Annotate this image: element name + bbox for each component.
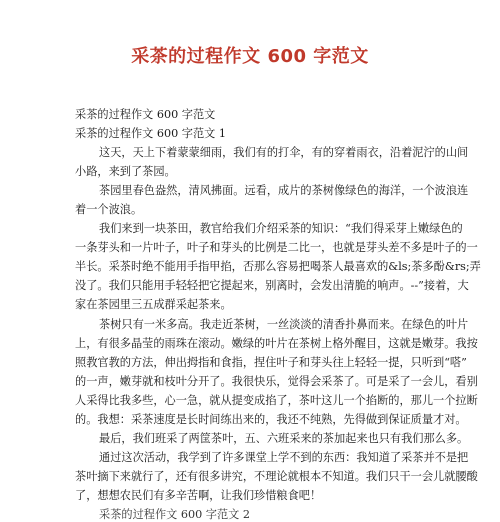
paragraph-line: 没了。我们只能用手轻轻把它提起来，别离时，会发出清脆的响声。--”接着，大 (75, 279, 469, 292)
paragraph-line: 了，想想农民们有多辛苦啊，让我们珍惜粮食吧！ (75, 489, 322, 502)
header-line: 采茶的过程作文 600 字范文 1 (75, 127, 227, 140)
paragraph-line: 人采得比我多些，心一急，就从提变成掐了，茶叶这儿一个掐断的，那儿一个拉断 (75, 394, 478, 407)
paragraph-line: 一条芽头和一片叶子，叶子和芽头的比例是二比一，也就是芽头差不多是叶子的一 (75, 241, 478, 254)
page-title: 采茶的过程作文 600 字范文 (131, 46, 369, 67)
paragraph-line: 的。我想：采茶速度是长时间练出来的，我还不纯熟，先得做到保证质量才对。 (75, 413, 467, 426)
paragraph-line: 茶叶摘下来就行了，还有很多讲究，不理论就根本不知道。我们只干一会儿就腰酸 (75, 470, 478, 483)
paragraph-line: 的一声，嫩芽就和枝叶分开了。我很快乐，觉得会采茶了。可是采了一会儿，看别 (75, 375, 478, 388)
paragraph-line: 茶园里春色盎然，清风拂面。远看，成片的茶树像绿色的海洋，一个波浪连 (99, 184, 469, 197)
paragraph-line: 着一个波浪。 (75, 203, 143, 216)
paragraph-line: 通过这次活动，我学到了许多课堂上学不到的东西：我知道了采茶并不是把 (99, 451, 469, 464)
paragraph-line: 最后，我们班采了两筐茶叶，五、六班采来的茶加起来也只有我们那么多。 (99, 432, 469, 445)
header-line: 采茶的过程作文 600 字范文 (75, 108, 216, 121)
paragraph-line: 照教官教的方法，伸出拇指和食指，捏住叶子和芽头往上轻轻一提，只听到“嗒” (75, 356, 467, 369)
paragraph-line: 这天，天上下着蒙蒙细雨，我们有的打伞，有的穿着雨衣，沿着泥泞的山间 (99, 146, 469, 159)
paragraph-line: 半长。采茶时绝不能用手指甲掐，否那么容易把喝茶人最喜欢的&ls;茶多酚&rs;弄 (75, 260, 481, 273)
paragraph-line: 上，有很多晶莹的雨珠在滚动。嫩绿的叶片在茶树上格外醒目，这就是嫩芽。我按 (75, 337, 478, 350)
paragraph-line: 我们来到一块茶田，教官给我们介绍采茶的知识：“我们得采芽上嫩绿色的 (99, 222, 463, 235)
paragraph-line: 家在茶园里三五成群采起茶来。 (75, 298, 232, 311)
section-heading-partial: 采茶的过程作文 600 字范文 2 (99, 508, 251, 521)
paragraph-line: 茶树只有一米多高。我走近茶树，一丝淡淡的清香扑鼻而来。在绿色的叶片 (99, 318, 469, 331)
paragraph-line: 小路，来到了茶园。 (75, 165, 176, 178)
